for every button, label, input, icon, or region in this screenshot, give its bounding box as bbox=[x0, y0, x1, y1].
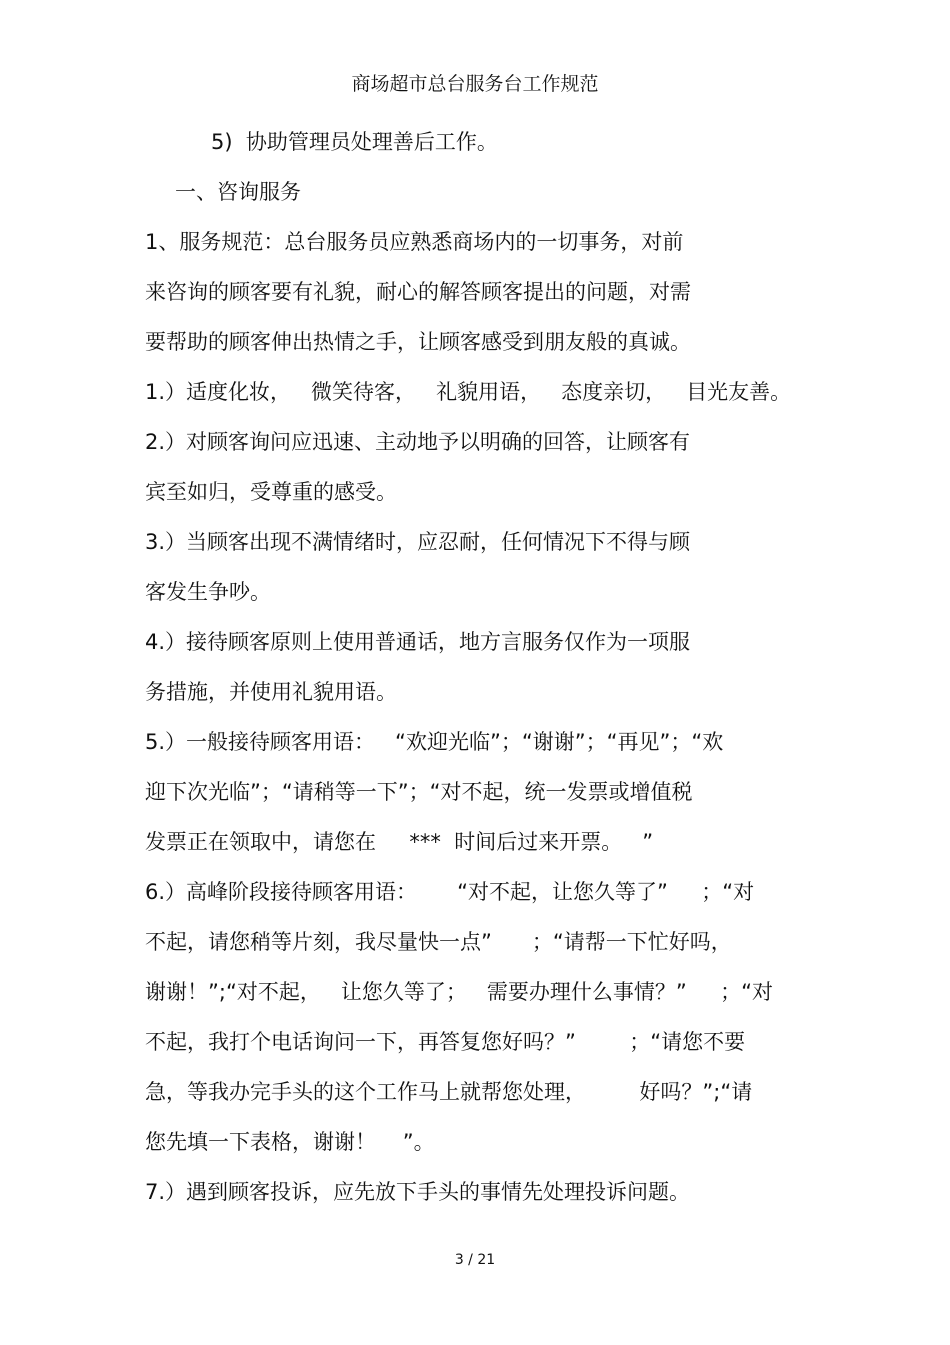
list-item-line: 谢谢！”;“对不起， 让您久等了； 需要办理什么事情？” ；“对 bbox=[145, 980, 774, 1004]
list-item-line: 务措施，并使用礼貌用语。 bbox=[145, 680, 397, 704]
list-item-line: 7.）遇到顾客投诉，应先放下手头的事情先处理投诉问题。 bbox=[145, 1180, 691, 1204]
list-item-line: 不起，我打个电话询问一下，再答复您好吗？” ；“请您不要 bbox=[145, 1030, 746, 1054]
list-item-line: 客发生争吵。 bbox=[145, 580, 271, 604]
list-item-line: 2.）对顾客询问应迅速、主动地予以明确的回答，让顾客有 bbox=[145, 430, 691, 454]
section-heading-consultation: 一、咨询服务 bbox=[175, 180, 301, 204]
list-item-line: 急，等我办完手头的这个工作马上就帮您处理， 好吗？”;“请 bbox=[145, 1080, 753, 1104]
list-item-line: 不起，请您稍等片刻，我尽量快一点” ；“请帮一下忙好吗， bbox=[145, 930, 732, 954]
document-header-title: 商场超市总台服务台工作规范 bbox=[351, 73, 599, 95]
list-item-line: 发票正在领取中，请您在 *** 时间后过来开票。 ” bbox=[145, 830, 654, 854]
paragraph-line: 来咨询的顾客要有礼貌，耐心的解答顾客提出的问题，对需 bbox=[145, 280, 691, 304]
list-item-line: 6.）高峰阶段接待顾客用语： “对不起，让您久等了” ；“对 bbox=[145, 880, 755, 904]
list-item-line: 宾至如归，受尊重的感受。 bbox=[145, 480, 397, 504]
list-item-line: 5.）一般接待顾客用语： “欢迎光临”；“谢谢”；“再见”；“欢 bbox=[145, 730, 724, 754]
page-number: 3 / 21 bbox=[454, 1252, 496, 1268]
list-item-line: 3.）当顾客出现不满情绪时，应忍耐，任何情况下不得与顾 bbox=[145, 530, 691, 554]
list-item-line: 迎下次光临”；“请稍等一下”；“对不起，统一发票或增值税 bbox=[145, 780, 693, 804]
list-item-line: 4.）接待顾客原则上使用普通话，地方言服务仅作为一项服 bbox=[145, 630, 691, 654]
paragraph-line: 要帮助的顾客伸出热情之手，让顾客感受到朋友般的真诚。 bbox=[145, 330, 691, 354]
list-item-line: 1.）适度化妆， 微笑待客， 礼貌用语， 态度亲切， 目光友善。 bbox=[145, 380, 792, 404]
list-item-line: 您先填一下表格，谢谢！ ”。 bbox=[145, 1130, 435, 1154]
item-5-line: 5) 协助管理员处理善后工作。 bbox=[211, 130, 498, 154]
paragraph-line: 1、服务规范：总台服务员应熟悉商场内的一切事务，对前 bbox=[145, 230, 684, 254]
